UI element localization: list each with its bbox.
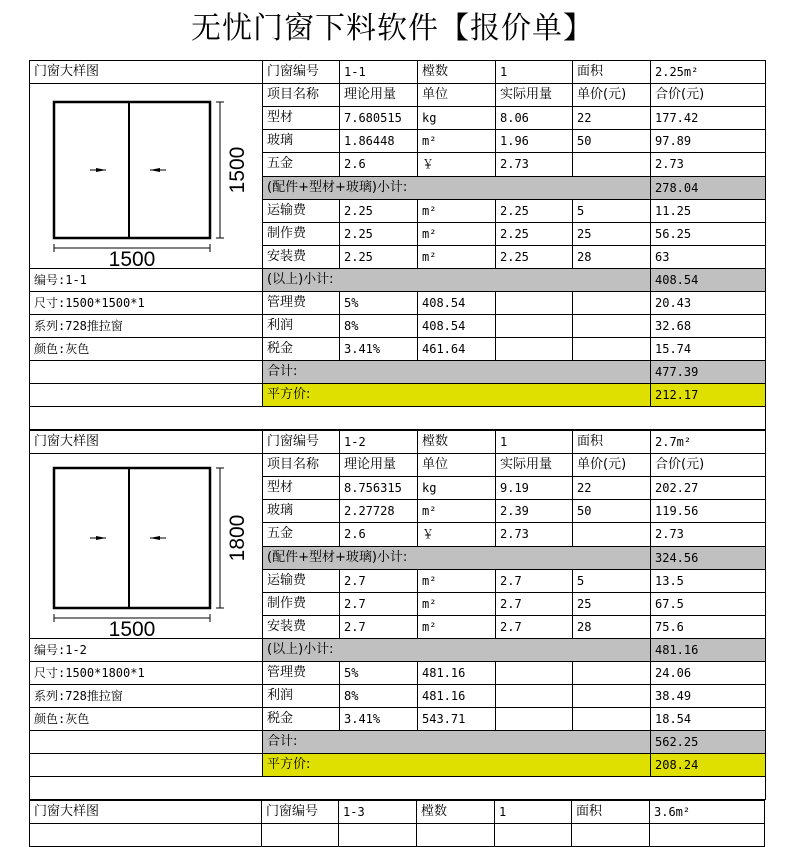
window-sketch-2 <box>30 454 263 639</box>
table-row <box>30 361 766 384</box>
theory-qty: 2.7 <box>340 615 418 638</box>
fee-rate: 8% <box>340 685 418 708</box>
window-drawing <box>30 454 262 638</box>
page-title: 无忧门窗下料软件【报价单】 <box>191 11 594 46</box>
subtotal-1-label: (配件+型材+玻璃)小计: <box>263 176 651 199</box>
actual-qty: 2.73 <box>496 153 573 176</box>
count-value: 1 <box>496 61 573 84</box>
window-drawing <box>30 84 262 268</box>
count-value: 1 <box>495 801 572 824</box>
unit-price: 22 <box>573 477 651 500</box>
table-row <box>30 84 766 107</box>
unit: m² <box>418 130 496 153</box>
unit-price: 25 <box>573 222 651 245</box>
area-value: 2.25m² <box>651 61 766 84</box>
unit-price: 50 <box>573 130 651 153</box>
actual-qty-header: 实际用量 <box>496 454 573 477</box>
diagram-label: 门窗大样图 <box>30 801 262 824</box>
item-name: 型材 <box>263 107 340 130</box>
unit-price: 5 <box>573 569 651 592</box>
unit: m² <box>418 245 496 268</box>
fee-base: 481.16 <box>418 662 496 685</box>
actual-qty: 2.7 <box>496 615 573 638</box>
line-total: 2.73 <box>651 523 766 546</box>
fee-total: 15.74 <box>651 338 766 361</box>
unit-price: 25 <box>573 592 651 615</box>
fee-rate: 3.41% <box>340 338 418 361</box>
actual-qty: 8.06 <box>496 107 573 130</box>
unit: kg <box>418 107 496 130</box>
fee-total: 18.54 <box>651 708 766 731</box>
per-sqm-label: 平方价: <box>263 754 651 777</box>
info-series: 系列:728推拉窗 <box>30 685 263 708</box>
subtotal-2-value: 481.16 <box>651 639 766 662</box>
fee-base: 481.16 <box>418 685 496 708</box>
grand-total-label: 合计: <box>263 361 651 384</box>
actual-qty: 1.96 <box>496 130 573 153</box>
fee-rate: 5% <box>340 662 418 685</box>
theory-qty: 2.7 <box>340 592 418 615</box>
table-row <box>30 292 766 315</box>
subtotal-2-label: (以上)小计: <box>263 639 651 662</box>
unit: m² <box>418 199 496 222</box>
theory-qty: 2.6 <box>340 523 418 546</box>
unit: m² <box>418 500 496 523</box>
unit-price <box>573 523 651 546</box>
area-label: 面积 <box>573 61 651 84</box>
fee-name: 税金 <box>263 338 340 361</box>
window-no-label: 门窗编号 <box>262 801 339 824</box>
unit-price: 22 <box>573 107 651 130</box>
unit: m² <box>418 592 496 615</box>
unit-price: 5 <box>573 199 651 222</box>
item-name: 五金 <box>263 523 340 546</box>
table-row <box>30 754 766 777</box>
theory-qty: 2.25 <box>340 199 418 222</box>
theory-qty: 2.6 <box>340 153 418 176</box>
table-row <box>30 731 766 754</box>
info-code: 编号:1-1 <box>30 269 263 292</box>
subtotal-2-label: (以上)小计: <box>263 269 651 292</box>
table-row <box>30 662 766 685</box>
info-code: 编号:1-2 <box>30 639 263 662</box>
line-total: 97.89 <box>651 130 766 153</box>
table-row <box>30 384 766 407</box>
area-value: 3.6m² <box>650 801 765 824</box>
subtotal-1-value: 278.04 <box>651 176 766 199</box>
actual-qty-header: 实际用量 <box>496 84 573 107</box>
table-row <box>30 454 766 477</box>
fee-total: 24.06 <box>651 662 766 685</box>
subtotal-1-label: (配件+型材+玻璃)小计: <box>263 546 651 569</box>
subtotal-2-value: 408.54 <box>651 269 766 292</box>
item-name-header: 项目名称 <box>263 84 340 107</box>
width-label: 1500 <box>108 248 156 268</box>
area-value: 2.7m² <box>651 431 766 454</box>
area-label: 面积 <box>573 431 651 454</box>
info-size: 尺寸:1500*1800*1 <box>30 662 263 685</box>
window-sketch-1 <box>30 84 263 269</box>
line-total: 11.25 <box>651 199 766 222</box>
line-total: 56.25 <box>651 222 766 245</box>
line-total: 2.73 <box>651 153 766 176</box>
window-no-value: 1-2 <box>340 431 418 454</box>
table-row <box>30 708 766 731</box>
fee-base: 408.54 <box>418 315 496 338</box>
line-total: 177.42 <box>651 107 766 130</box>
service-name: 安装费 <box>263 245 340 268</box>
count-label: 樘数 <box>417 801 495 824</box>
actual-qty: 2.7 <box>496 592 573 615</box>
item-name: 玻璃 <box>263 130 340 153</box>
theory-qty: 7.680515 <box>340 107 418 130</box>
info-color: 颜色:灰色 <box>30 338 263 361</box>
line-total: 119.56 <box>651 500 766 523</box>
line-total: 63 <box>651 245 766 268</box>
unit: m² <box>418 222 496 245</box>
theory-qty: 2.25 <box>340 222 418 245</box>
height-label: 1500 <box>226 146 249 194</box>
actual-qty: 9.19 <box>496 477 573 500</box>
actual-qty: 2.25 <box>496 222 573 245</box>
fee-name: 管理费 <box>263 662 340 685</box>
table-row <box>30 338 766 361</box>
theory-qty: 2.25 <box>340 245 418 268</box>
unit: ￥ <box>418 153 496 176</box>
quote-table-1 <box>29 60 766 430</box>
fee-total: 20.43 <box>651 292 766 315</box>
grand-total-label: 合计: <box>263 731 651 754</box>
unit-header: 单位 <box>418 454 496 477</box>
unit-price: 28 <box>573 615 651 638</box>
theory-qty-header: 理论用量 <box>340 84 418 107</box>
service-name: 运输费 <box>263 199 340 222</box>
service-name: 制作费 <box>263 222 340 245</box>
unit: m² <box>418 615 496 638</box>
service-name: 安装费 <box>263 615 340 638</box>
fee-rate: 5% <box>340 292 418 315</box>
per-sqm-value: 208.24 <box>651 754 766 777</box>
info-color: 颜色:灰色 <box>30 708 263 731</box>
table-row <box>30 61 766 84</box>
quote-table-2 <box>29 430 766 800</box>
item-name-header: 项目名称 <box>263 454 340 477</box>
line-total: 75.6 <box>651 615 766 638</box>
grand-total-value: 477.39 <box>651 361 766 384</box>
service-name: 运输费 <box>263 569 340 592</box>
fee-total: 32.68 <box>651 315 766 338</box>
actual-qty: 2.7 <box>496 569 573 592</box>
height-label: 1800 <box>226 514 249 562</box>
table-row <box>30 315 766 338</box>
total-header: 合价(元) <box>651 84 766 107</box>
fee-name: 管理费 <box>263 292 340 315</box>
window-no-label: 门窗编号 <box>263 61 340 84</box>
subtotal-1-value: 324.56 <box>651 546 766 569</box>
item-name: 玻璃 <box>263 500 340 523</box>
actual-qty: 2.25 <box>496 245 573 268</box>
theory-qty-header: 理论用量 <box>340 454 418 477</box>
unit: m² <box>418 569 496 592</box>
service-name: 制作费 <box>263 592 340 615</box>
window-no-label: 门窗编号 <box>263 431 340 454</box>
unit: ￥ <box>418 523 496 546</box>
actual-qty: 2.73 <box>496 523 573 546</box>
line-total: 13.5 <box>651 569 766 592</box>
width-label: 1500 <box>108 618 156 638</box>
unit-price: 28 <box>573 245 651 268</box>
unit: kg <box>418 477 496 500</box>
table-row <box>30 685 766 708</box>
count-value: 1 <box>496 431 573 454</box>
fee-name: 利润 <box>263 685 340 708</box>
item-name: 五金 <box>263 153 340 176</box>
line-total: 67.5 <box>651 592 766 615</box>
window-no-value: 1-3 <box>339 801 417 824</box>
fee-base: 543.71 <box>418 708 496 731</box>
grand-total-value: 562.25 <box>651 731 766 754</box>
table-row <box>30 431 766 454</box>
item-name: 型材 <box>263 477 340 500</box>
fee-rate: 3.41% <box>340 708 418 731</box>
count-label: 樘数 <box>418 431 496 454</box>
info-size: 尺寸:1500*1500*1 <box>30 292 263 315</box>
table-row <box>30 639 766 662</box>
theory-qty: 1.86448 <box>340 130 418 153</box>
table-row <box>30 269 766 292</box>
per-sqm-label: 平方价: <box>263 384 651 407</box>
theory-qty: 2.7 <box>340 569 418 592</box>
window-no-value: 1-1 <box>340 61 418 84</box>
info-series: 系列:728推拉窗 <box>30 315 263 338</box>
count-label: 樘数 <box>418 61 496 84</box>
unit-price-header: 单价(元) <box>573 84 651 107</box>
fee-base: 461.64 <box>418 338 496 361</box>
actual-qty: 2.25 <box>496 199 573 222</box>
fee-name: 税金 <box>263 708 340 731</box>
fee-rate: 8% <box>340 315 418 338</box>
diagram-label: 门窗大样图 <box>30 61 263 84</box>
unit-header: 单位 <box>418 84 496 107</box>
line-total: 202.27 <box>651 477 766 500</box>
total-header: 合价(元) <box>651 454 766 477</box>
area-label: 面积 <box>572 801 650 824</box>
unit-price: 50 <box>573 500 651 523</box>
table-row <box>30 801 765 824</box>
fee-name: 利润 <box>263 315 340 338</box>
unit-price-header: 单价(元) <box>573 454 651 477</box>
actual-qty: 2.39 <box>496 500 573 523</box>
fee-total: 38.49 <box>651 685 766 708</box>
diagram-label: 门窗大样图 <box>30 431 263 454</box>
per-sqm-value: 212.17 <box>651 384 766 407</box>
fee-base: 408.54 <box>418 292 496 315</box>
unit-price <box>573 153 651 176</box>
theory-qty: 2.27728 <box>340 500 418 523</box>
theory-qty: 8.756315 <box>340 477 418 500</box>
